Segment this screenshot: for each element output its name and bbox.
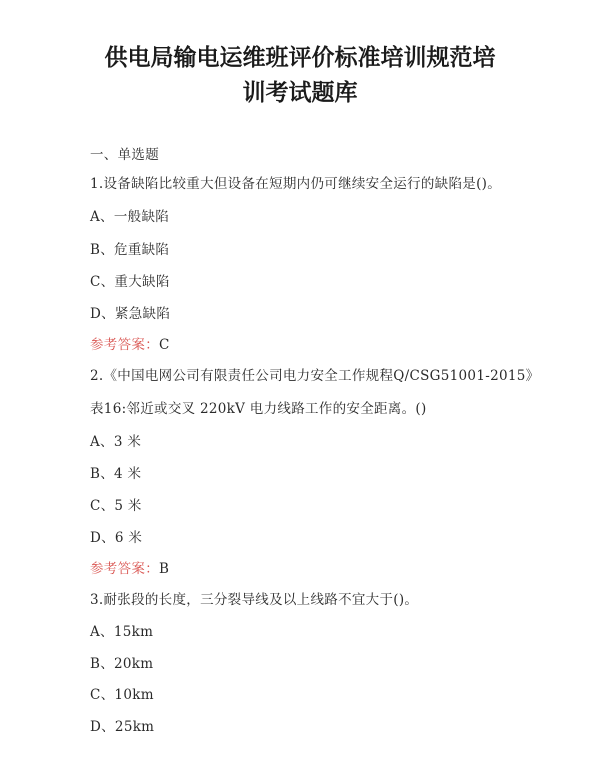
question-2-option-d: D、6 米	[90, 530, 143, 546]
answer-label: 参考答案：	[90, 561, 159, 577]
question-1-option-b: B、危重缺陷	[90, 242, 170, 258]
document-title-line-1: 供电局输电运维班评价标准培训规范培	[104, 45, 496, 71]
question-3-option-d: D、25km	[90, 719, 155, 735]
question-2-stem-line-1: 2.《中国电网公司有限责任公司电力安全工作规程Q/CSG51001-2015》	[90, 368, 540, 384]
answer-value: C	[159, 337, 170, 353]
question-3-stem: 3.耐张段的长度，三分裂导线及以上线路不宜大于()。	[90, 592, 419, 608]
question-3-option-a: A、15km	[90, 624, 154, 640]
question-1-option-c: C、重大缺陷	[90, 274, 170, 290]
question-2-option-b: B、4 米	[90, 466, 142, 482]
question-2-answer	[90, 560, 169, 578]
question-2-option-c: C、5 米	[90, 498, 142, 514]
question-2-option-a: A、3 米	[90, 434, 142, 450]
question-1-option-a: A、一般缺陷	[90, 209, 170, 225]
question-3-option-c: C、10km	[90, 687, 154, 703]
question-1-option-d: D、紧急缺陷	[90, 306, 171, 322]
question-3-option-b: B、20km	[90, 656, 154, 672]
answer-label: 参考答案：	[90, 337, 159, 353]
answer-value: B	[159, 561, 170, 577]
section-heading: 一、单选题	[90, 147, 159, 163]
question-2-stem-line-2: 表16:邻近或交叉 220kV 电力线路工作的安全距离。()	[90, 401, 427, 417]
question-1-stem: 1.设备缺陷比较重大但设备在短期内仍可继续安全运行的缺陷是()。	[90, 176, 502, 192]
document-title-line-2: 训考试题库	[242, 80, 358, 106]
question-1-answer	[90, 336, 170, 354]
